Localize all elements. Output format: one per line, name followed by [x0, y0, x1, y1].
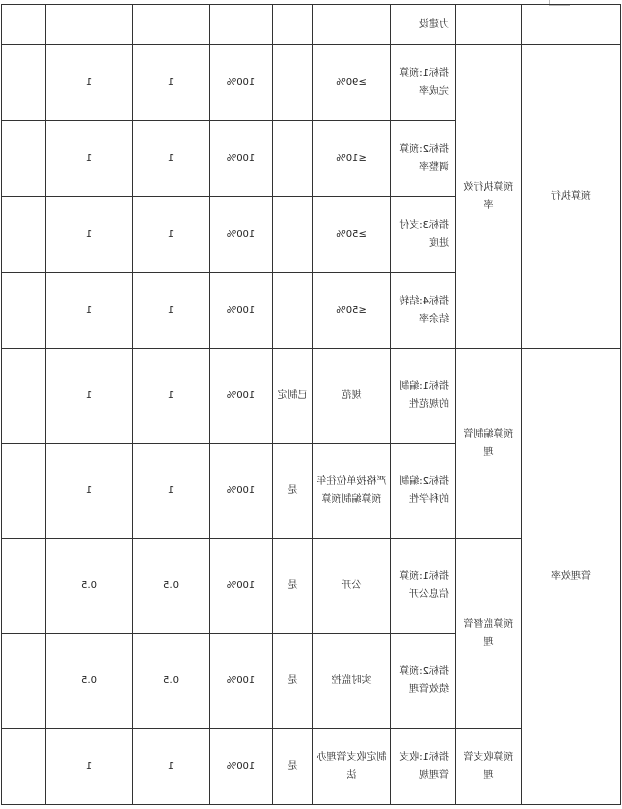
indicator-cell: 指标1:预算完成率 [391, 45, 456, 121]
score-cell: 1 [46, 273, 133, 349]
notes-cell [2, 444, 46, 539]
weight-cell: 1 [133, 121, 210, 197]
table-row [2, 5, 621, 45]
completion-rate-cell: 100% [210, 121, 273, 197]
indicator-cell: 指标1:收支管理规 [391, 729, 456, 805]
target-cell: 制定收支管理办法 [313, 729, 391, 805]
category-cell: 预算执行 [522, 45, 621, 349]
weight-cell: 1 [133, 729, 210, 805]
score-cell: 1 [46, 444, 133, 539]
subcategory-cell: 预算收支管理 [456, 729, 522, 805]
completion-rate-cell [210, 5, 273, 45]
notes-cell [2, 197, 46, 273]
indicator-cell: 指标2:预算绩效管理 [391, 634, 456, 729]
indicator-cell: 指标4:结转结余率 [391, 273, 456, 349]
weight-cell: 1 [133, 349, 210, 444]
actual-value-cell: 是 [273, 729, 313, 805]
target-cell [313, 5, 391, 45]
completion-rate-cell: 100% [210, 444, 273, 539]
performance-evaluation-table [1, 4, 621, 805]
actual-value-cell [273, 5, 313, 45]
weight-cell: 0.5 [133, 634, 210, 729]
target-cell: 严格按单位往年预算编制预算 [313, 444, 391, 539]
target-cell: ≤50% [313, 273, 391, 349]
completion-rate-cell: 100% [210, 349, 273, 444]
actual-value-cell: 是 [273, 444, 313, 539]
weight-cell: 1 [133, 45, 210, 121]
target-cell: ≥90% [313, 45, 391, 121]
actual-value-cell [273, 197, 313, 273]
notes-cell [2, 45, 46, 121]
score-cell: 0.5 [46, 539, 133, 634]
score-cell: 1 [46, 349, 133, 444]
score-cell: 1 [46, 197, 133, 273]
subcategory-cell: 预算执行效率 [456, 45, 522, 349]
target-cell: ≤10% [313, 121, 391, 197]
completion-rate-cell: 100% [210, 634, 273, 729]
indicator-cell: 指标3:支付进度 [391, 197, 456, 273]
subcategory-cell: 预算编制管理 [456, 349, 522, 539]
actual-value-cell [273, 121, 313, 197]
weight-cell [133, 5, 210, 45]
score-cell: 1 [46, 121, 133, 197]
notes-cell [2, 5, 46, 45]
actual-value-cell [273, 273, 313, 349]
subcategory-cell: 预算监督管理 [456, 539, 522, 729]
score-cell: 1 [46, 729, 133, 805]
category-cell: 管理效率 [522, 349, 621, 805]
indicator-cell: 指标1:预算信息公开 [391, 539, 456, 634]
notes-cell [2, 273, 46, 349]
weight-cell: 0.5 [133, 539, 210, 634]
notes-cell [2, 634, 46, 729]
score-cell [46, 5, 133, 45]
actual-value-cell: 是 [273, 539, 313, 634]
score-cell: 0.5 [46, 634, 133, 729]
completion-rate-cell: 100% [210, 273, 273, 349]
actual-value-cell: 是 [273, 634, 313, 729]
notes-cell [2, 121, 46, 197]
indicator-cell: 指标2:预算调整率 [391, 121, 456, 197]
completion-rate-cell: 100% [210, 539, 273, 634]
indicator-cell: 指标1:编制的规范性 [391, 349, 456, 444]
score-cell: 1 [46, 45, 133, 121]
completion-rate-cell: 100% [210, 197, 273, 273]
weight-cell: 1 [133, 273, 210, 349]
subcategory-cell [456, 5, 522, 45]
completion-rate-cell: 100% [210, 45, 273, 121]
notes-cell [2, 729, 46, 805]
actual-value-cell [273, 45, 313, 121]
indicator-cell: 指标2:编制的科学性 [391, 444, 456, 539]
completion-rate-cell: 100% [210, 729, 273, 805]
indicator-cell: 力建设 [391, 5, 456, 45]
table-row [2, 349, 621, 444]
category-cell [522, 5, 621, 45]
target-cell: 实时监控 [313, 634, 391, 729]
weight-cell: 1 [133, 197, 210, 273]
table-row [2, 45, 621, 121]
actual-value-cell: 已制定 [273, 349, 313, 444]
weight-cell: 1 [133, 444, 210, 539]
target-cell: 公开 [313, 539, 391, 634]
target-cell: 规范 [313, 349, 391, 444]
notes-cell [2, 539, 46, 634]
notes-cell [2, 349, 46, 444]
target-cell: ≥50% [313, 197, 391, 273]
